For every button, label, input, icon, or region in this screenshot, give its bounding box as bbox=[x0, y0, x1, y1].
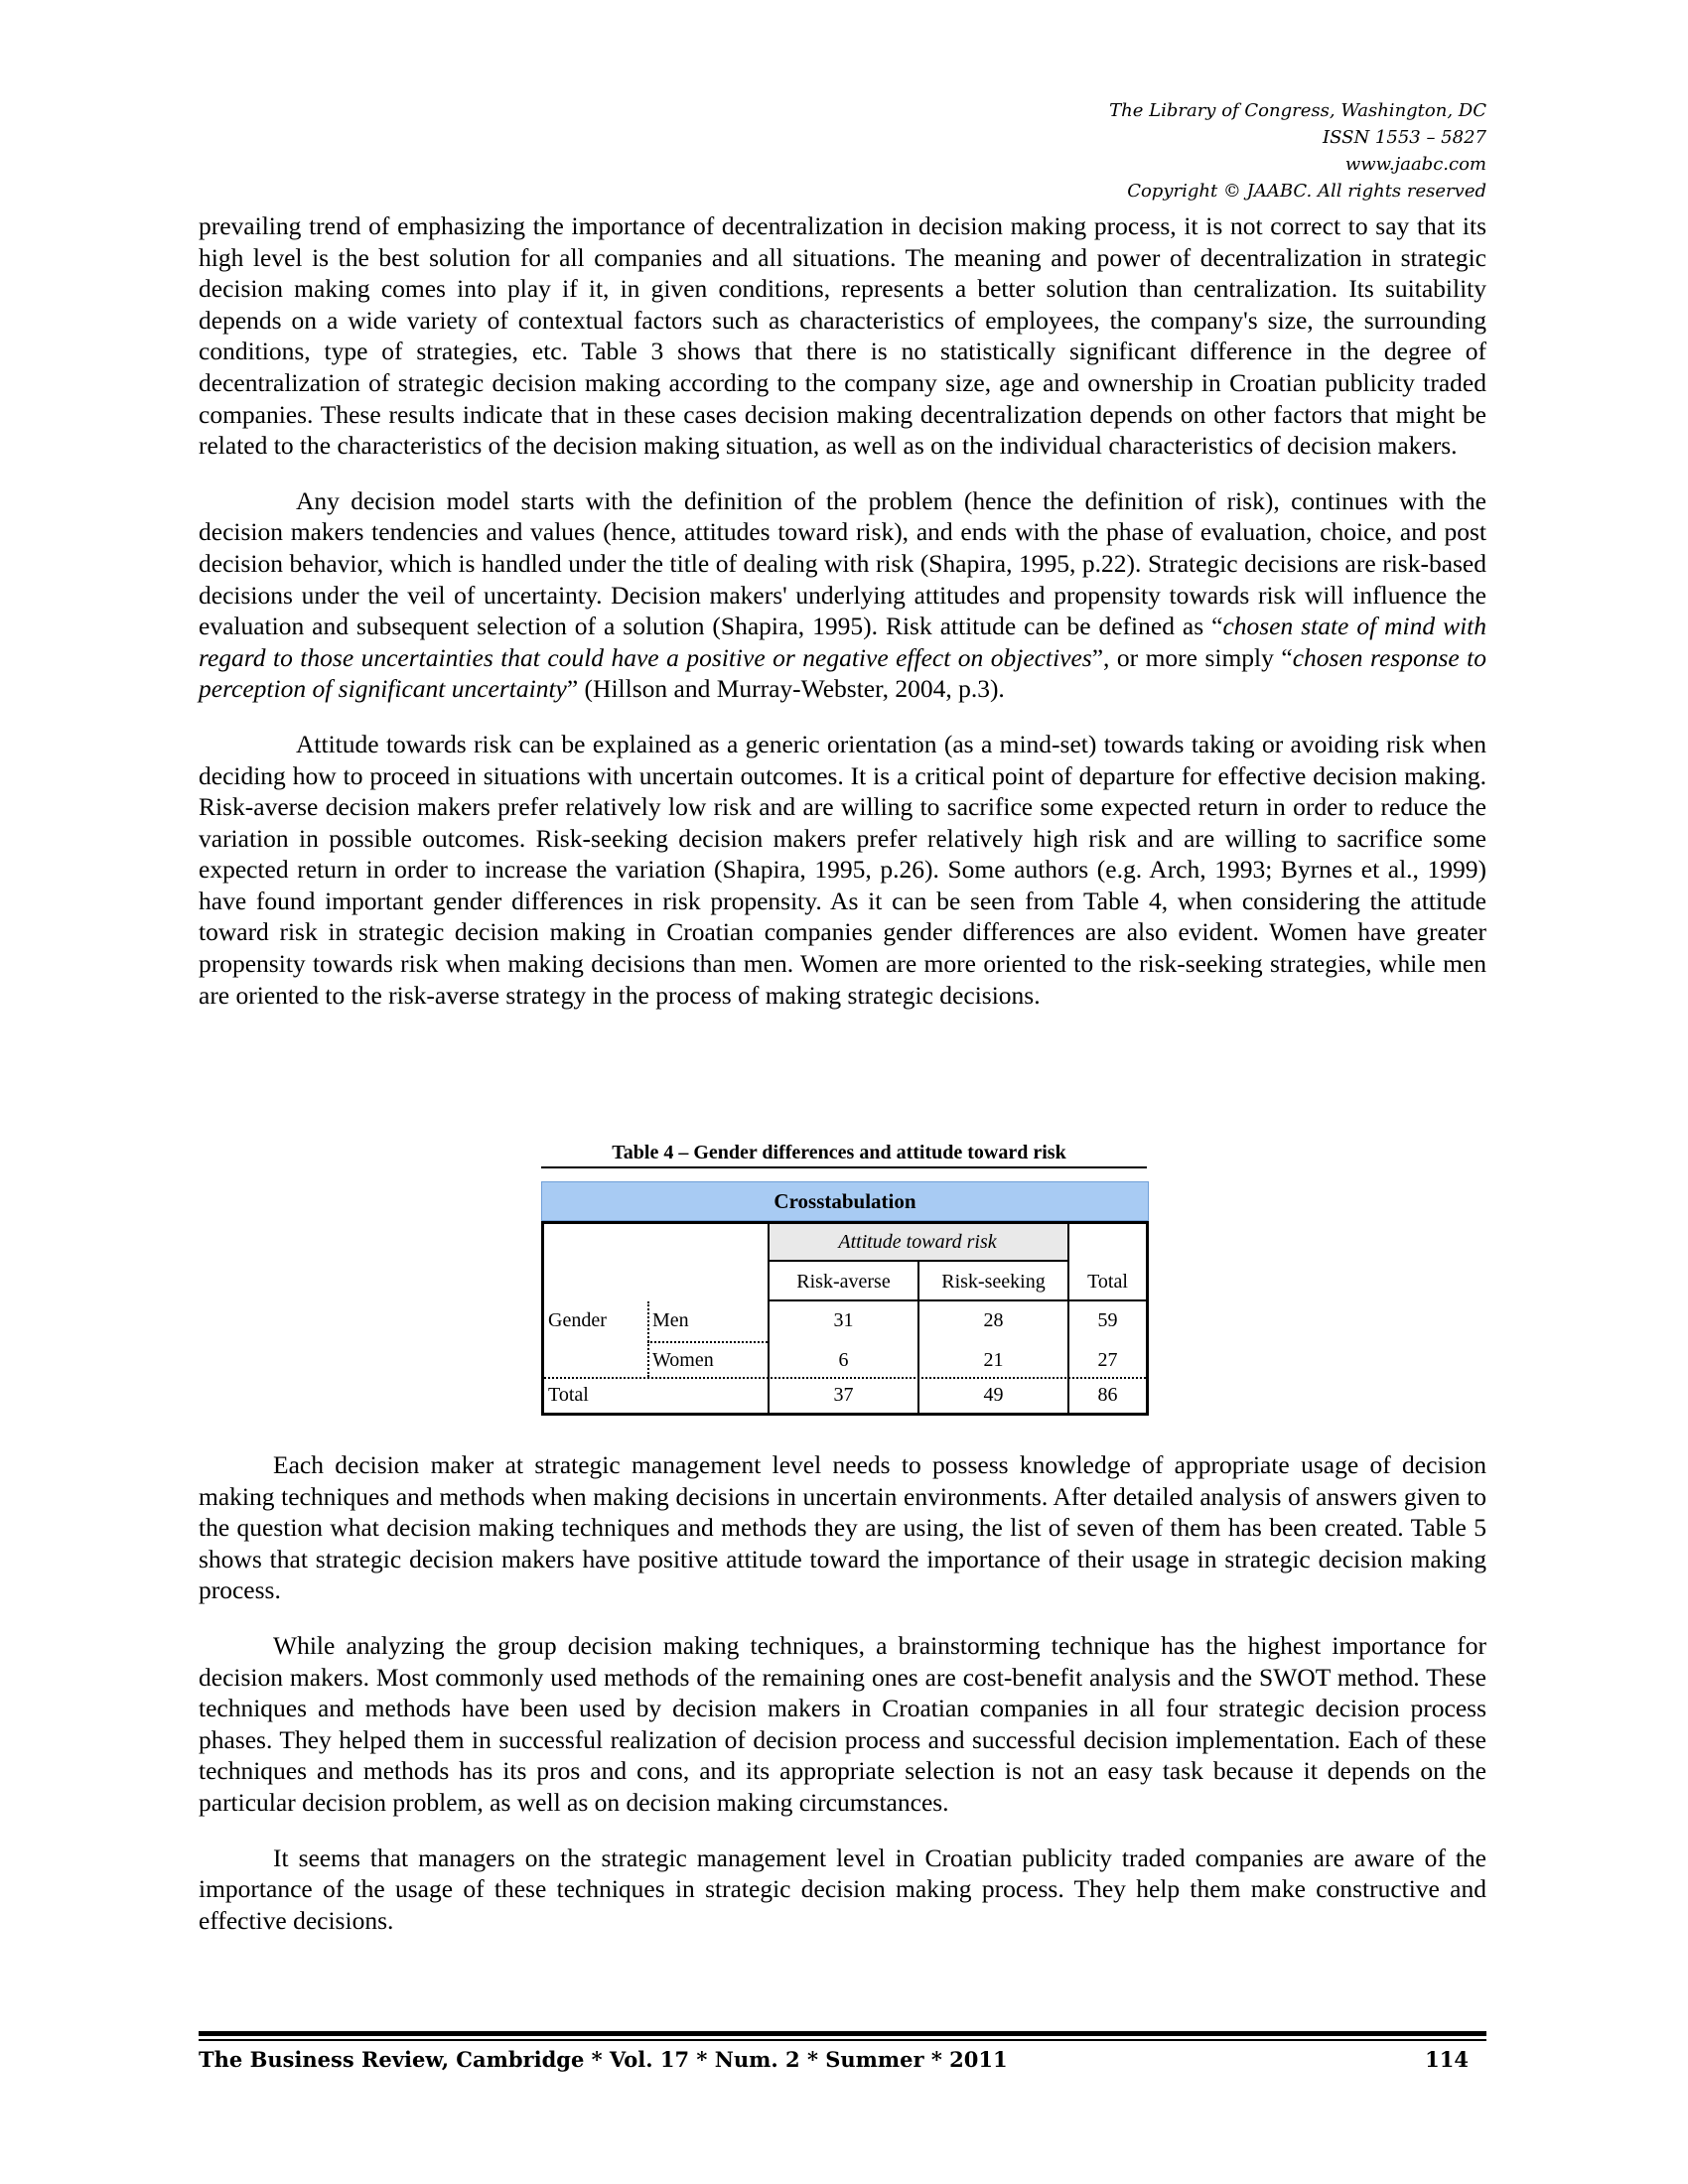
running-footer bbox=[199, 2047, 1486, 2077]
col-header-risk-seeking: Risk-seeking bbox=[941, 1271, 1046, 1293]
page-number: 114 bbox=[1425, 2047, 1469, 2072]
header-copyright: Copyright © JAABC. All rights reserved bbox=[1127, 181, 1486, 202]
crosstab-table bbox=[541, 1181, 1149, 1415]
quote-risk-attitude: chosen state of mind with regard to those uncertainties that could have a positive or negative effect on objectives bbox=[199, 612, 1487, 672]
cell-women-total: 27 bbox=[1097, 1349, 1118, 1371]
cell-men-risk-seeking: 28 bbox=[983, 1309, 1004, 1331]
paragraph-text: ”, or more simply “ bbox=[1091, 642, 1293, 672]
col-header-total: Total bbox=[1087, 1271, 1128, 1293]
divider bbox=[647, 1301, 649, 1377]
body-text bbox=[199, 210, 1486, 1034]
footer-rule bbox=[199, 2039, 1486, 2041]
body-text-lower bbox=[199, 1449, 1486, 1960]
paragraph-decision-model bbox=[199, 485, 1486, 705]
divider bbox=[768, 1299, 1146, 1301]
cell-men-risk-averse: 31 bbox=[833, 1309, 854, 1331]
row-label-women: Women bbox=[652, 1349, 714, 1371]
col-header-risk-averse: Risk-averse bbox=[796, 1271, 891, 1293]
paragraph-decentralization: prevailing trend of emphasizing the importance of decentralization in decision making process, it is not correct to say that its high level is the best solution for all companies and all situations. The meaning and power of decentralization in strategic decision making comes into play if it, in given conditions, represents a better solution than centralization. Its suitability depends on a wide variety of contextual factors such as characteristics of employees, the company's size, the surrounding conditions, type of strategies, etc. Table 3 shows that there is no statistically significant difference in the degree of decentralization of strategic decision making according to the company size, age and ownership in Croatian publicity traded companies. These results indicate that in these cases decision making decentralization depends on other factors that might be related to the characteristics of the decision making situation, as well as on the individual characteristics of decision makers. bbox=[199, 211, 1486, 461]
cell-women-risk-seeking: 21 bbox=[983, 1349, 1004, 1371]
paragraph-text: Any decision model starts with the definition of the problem (hence the definition of risk), continues with the decision makers tendencies and values (hence, attitudes toward risk), and ends with the phase of evaluation, choice, and post decision behavior, which is handled under the title of dealing with risk (Shapira, 1995, p.22). Strategic decisions are risk-based decisions under the veil of uncertainty. Decision makers' underlying attitudes and propensity towards risk will influence the evaluation and subsequent selection of a solution (Shapira, 1995). Risk attitude can be defined as “ bbox=[199, 485, 1486, 641]
caption-rule bbox=[541, 1166, 1147, 1168]
footer-rule bbox=[199, 2031, 1486, 2036]
row-label-total: Total bbox=[548, 1384, 589, 1406]
paragraph-group-techniques: While analyzing the group decision making techniques, a brainstorming technique has the highest importance for decision makers. Most commonly used methods of the remaining ones are cost-benefit analysis and the SWOT method. These techniques and methods have been used by decision makers in Croatian companies in all four strategic decision process phases. They helped them in successful realization of decision process and successful decision implementation. Each of these techniques and methods has its pros and cons, and its appropriate selection is not an easy task because it depends on the particular decision problem, as well as on decision making circumstances. bbox=[199, 1630, 1486, 1817]
cell-men-total: 59 bbox=[1097, 1309, 1118, 1331]
table-caption: Table 4 – Gender differences and attitude toward risk bbox=[612, 1142, 1066, 1163]
cell-grand-total: 86 bbox=[1097, 1384, 1118, 1406]
paragraph-text: ” (Hillson and Murray-Webster, 2004, p.3). bbox=[566, 674, 1005, 704]
crosstab-body bbox=[541, 1221, 1149, 1416]
cell-total-risk-averse: 37 bbox=[833, 1384, 854, 1406]
cell-total-risk-seeking: 49 bbox=[983, 1384, 1004, 1406]
paragraph-attitude-towards-risk: Attitude towards risk can be explained as a generic orientation (as a mind-set) towards taking or avoiding risk when deciding how to proceed in situations with uncertain outcomes. It is a critical point of departure for effective decision making. Risk-averse decision makers prefer relatively low risk and are willing to sacrifice some expected return in order to reduce the variation in possible outcomes. Risk-seeking decision makers prefer relatively high risk and are willing to sacrifice some expected return in order to increase the variation (Shapira, 1995, p.26). Some authors (e.g. Arch, 1993; Byrnes et al., 1999) have found important gender differences in risk propensity. As it can be seen from Table 4, when considering the attitude toward risk in strategic decision making in Croatian companies gender differences are also evident. Women have greater propensity towards risk when making decisions than men. Women are more oriented to the risk-seeking strategies, while men are oriented to the risk-averse strategy in the process of making strategic decisions. bbox=[199, 729, 1486, 1010]
row-label-men: Men bbox=[652, 1309, 689, 1331]
crosstab-title: Crosstabulation bbox=[541, 1181, 1149, 1221]
row-group-gender: Gender bbox=[548, 1309, 607, 1331]
header-issn: ISSN 1553 – 5827 bbox=[1323, 127, 1486, 148]
cell-women-risk-averse: 6 bbox=[838, 1349, 849, 1371]
header-website: www.jaabc.com bbox=[1344, 154, 1486, 175]
quote-chosen-response: chosen response to perception of significant uncertainty bbox=[199, 642, 1487, 704]
group-header: Attitude toward risk bbox=[768, 1224, 1069, 1262]
header-library: The Library of Congress, Washington, DC bbox=[1109, 100, 1486, 121]
paragraph-managers-awareness: It seems that managers on the strategic management level in Croatian publicity traded companies are aware of the importance of the usage of these techniques in strategic decision making process. They help them make constructive and effective decisions. bbox=[199, 1843, 1486, 1935]
paragraph-techniques-knowledge: Each decision maker at strategic management level needs to possess knowledge of appropriate usage of decision making techniques and methods when making decisions in uncertain environments. After detailed analysis of answers given to the question what decision making techniques and methods they are using, the list of seven of them has been created. Table 5 shows that strategic decision makers have positive attitude toward the importance of their usage in strategic decision making process. bbox=[199, 1450, 1486, 1605]
footer-journal: The Business Review, Cambridge * Vol. 17 * Num. 2 * Summer * 2011 bbox=[199, 2047, 1008, 2072]
running-header bbox=[891, 97, 1486, 205]
